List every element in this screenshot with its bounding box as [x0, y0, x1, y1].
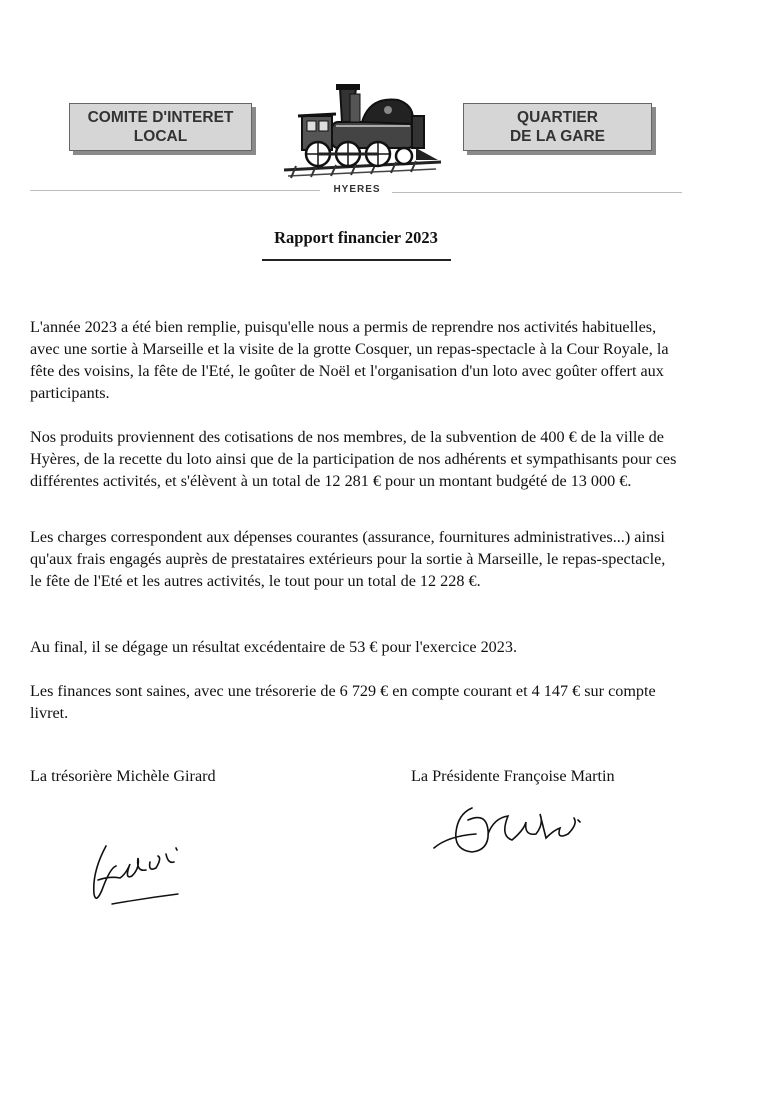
treasurer-signature	[86, 828, 196, 910]
steam-locomotive-icon	[276, 74, 446, 184]
title-underline	[262, 259, 451, 261]
paragraph-income: Nos produits proviennent des cotisations de nos membres, de la subvention de 400 € de la ville de Hyères, de la recette du loto ainsi que de la participation de nos adhérents et sympathisants pour ces différentes activités, et s'élèvent à un total de 12 281 € pour un montant budgété de 13 000 €.	[30, 428, 677, 490]
header-left-line-1: COMITE D'INTERET	[87, 109, 234, 126]
header-left-line-2: LOCAL	[133, 128, 188, 145]
president-name: La Présidente Françoise Martin	[411, 767, 615, 785]
town-label: HYERES	[333, 184, 381, 195]
header-right-line-1: QUARTIER	[517, 109, 598, 126]
page-title: Rapport financier 2023	[274, 228, 438, 247]
president-signature	[428, 800, 598, 870]
paragraph-result: Au final, il se dégage un résultat excédentaire de 53 € pour l'exercice 2023.	[30, 638, 518, 656]
paragraph-activities: L'année 2023 a été bien remplie, puisqu'elle nous a permis de reprendre nos activités habituelles, avec une sortie à Marseille et la visite de la grotte Cosquer, un repas-spectacle à la Cour Royale, la fête des voisins, la fête de l'Eté, le goûter de Noël et l'organisation d'un loto avec goûter offert aux participants.	[30, 318, 669, 402]
header-rule-right	[392, 192, 682, 193]
paragraph-treasury: Les finances sont saines, avec une trésorerie de 6 729 € en compte courant et 4 147 € sur compte livret.	[30, 682, 656, 722]
header-rule-left	[30, 190, 320, 191]
header-left-box	[69, 103, 252, 151]
header-right-box	[463, 103, 652, 151]
treasurer-name: La trésorière Michèle Girard	[30, 767, 216, 785]
header-right-line-2: DE LA GARE	[509, 128, 605, 145]
paragraph-expenses: Les charges correspondent aux dépenses courantes (assurance, fournitures administratives...) ainsi qu'aux frais engagés auprès de prestataires extérieurs pour la sortie à Marseille, le repas-spectacle, le fête de l'Eté et les autres activités, le tout pour un total de 12 228 €.	[30, 528, 666, 590]
